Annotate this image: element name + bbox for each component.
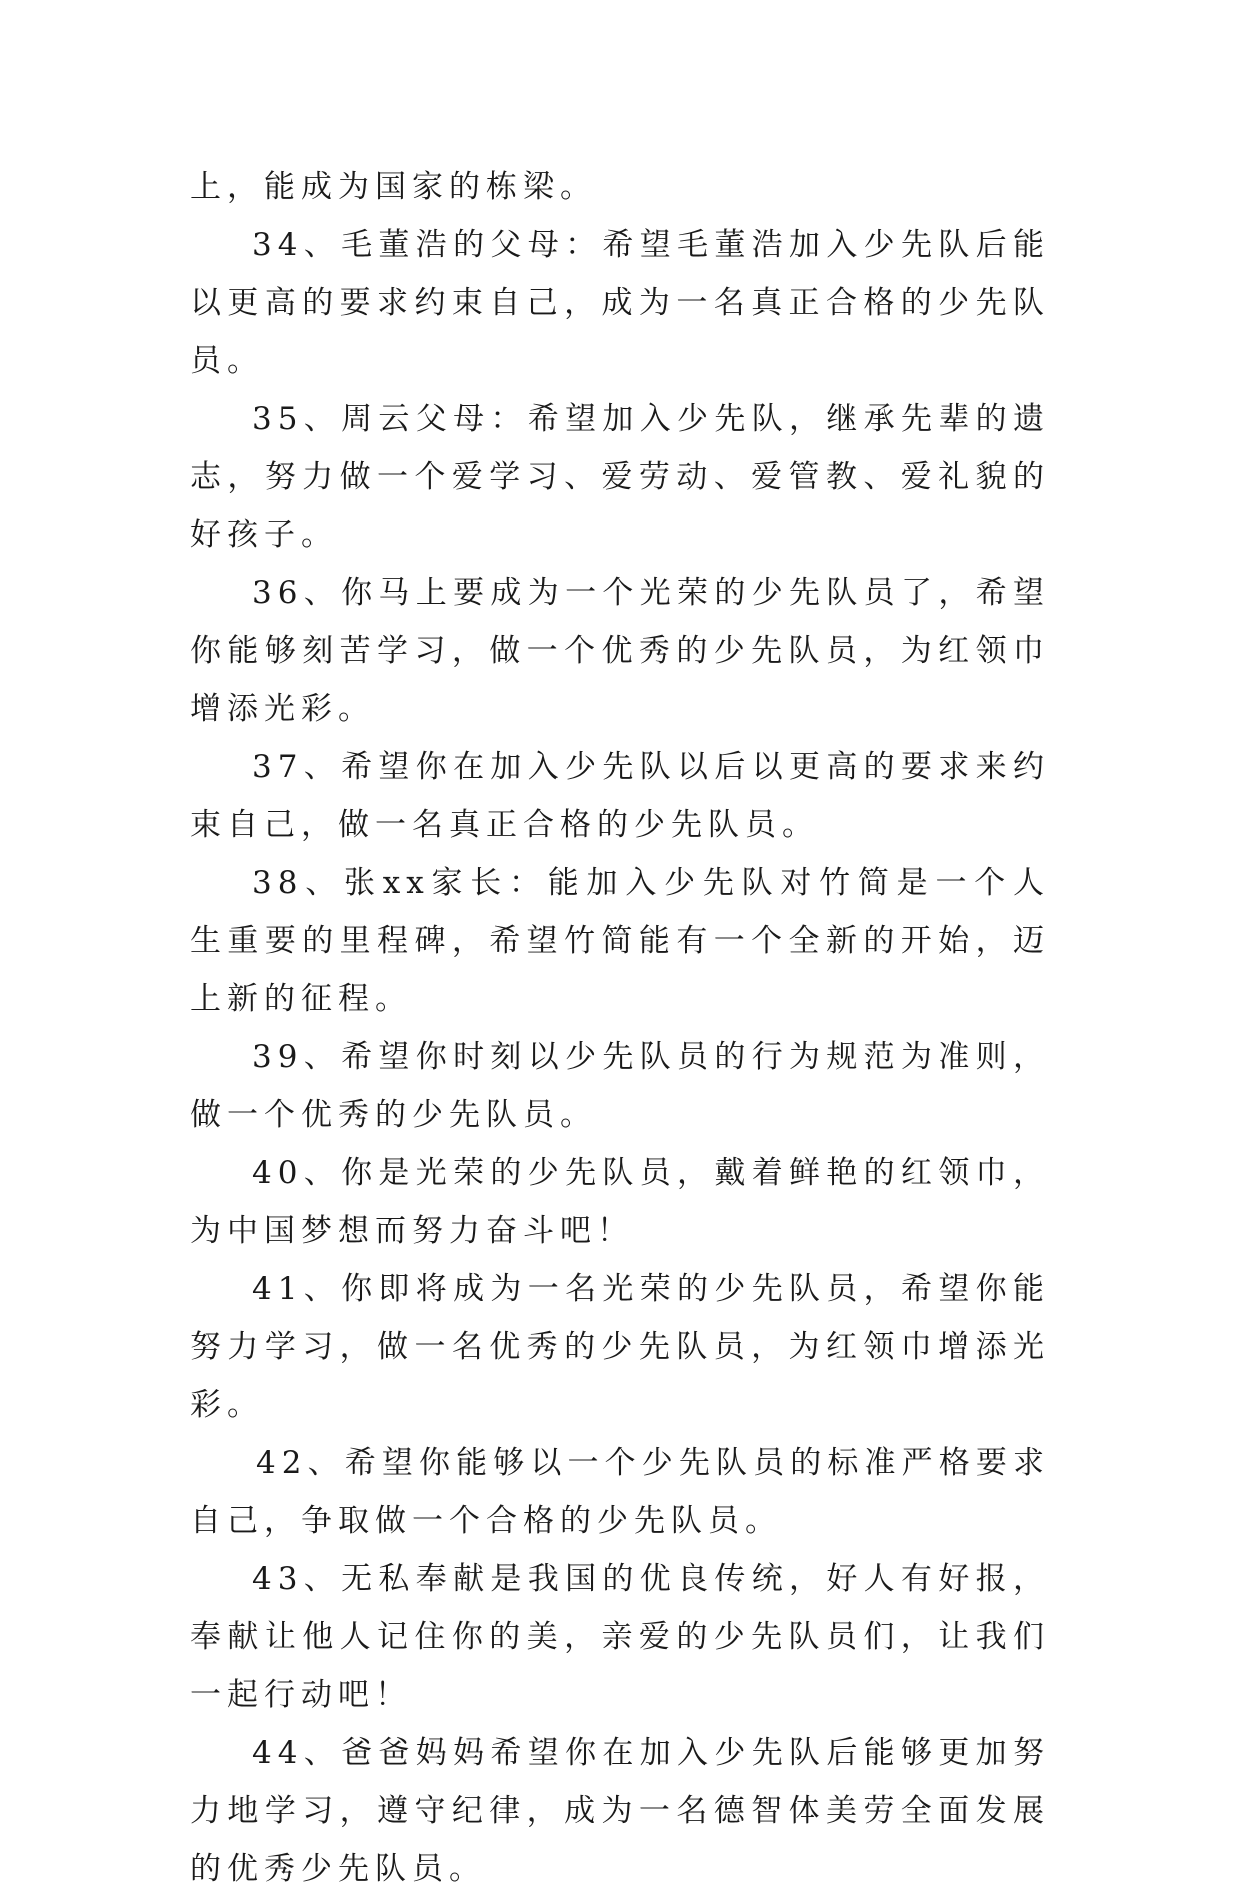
paragraph-39: 39、希望你时刻以少先队员的行为规范为准则，做一个优秀的少先队员。 <box>190 1039 1050 1133</box>
paragraph-38: 38、张xx家长：能加入少先队对竹简是一个人生重要的里程碑，希望竹简能有一个全新的开始，迈上新的征程。 <box>190 865 1050 1017</box>
document-body <box>190 158 1050 1898</box>
paragraph-33-continuation: 上，能成为国家的栋梁。 <box>190 169 597 205</box>
paragraph-34: 34、毛董浩的父母：希望毛董浩加入少先队后能以更高的要求约束自己，成为一名真正合格的少先队员。 <box>190 227 1050 379</box>
paragraph-35: 35、周云父母：希望加入少先队，继承先辈的遗志，努力做一个爱学习、爱劳动、爱管教、爱礼貌的好孩子。 <box>190 401 1050 553</box>
paragraph-43: 43、无私奉献是我国的优良传统，好人有好报，奉献让他人记住你的美，亲爱的少先队员们，让我们一起行动吧！ <box>190 1561 1050 1713</box>
paragraph-36: 36、你马上要成为一个光荣的少先队员了，希望你能够刻苦学习，做一个优秀的少先队员，为红领巾增添光彩。 <box>190 575 1050 727</box>
paragraph-41: 41、你即将成为一名光荣的少先队员，希望你能努力学习，做一名优秀的少先队员，为红领巾增添光彩。 <box>190 1271 1050 1423</box>
paragraph-42: 42、希望你能够以一个少先队员的标准严格要求自己，争取做一个合格的少先队员。 <box>190 1445 1050 1539</box>
paragraph-44: 44、爸爸妈妈希望你在加入少先队后能够更加努力地学习，遵守纪律，成为一名德智体美劳全面发展的优秀少先队员。 <box>190 1735 1050 1887</box>
paragraph-37: 37、希望你在加入少先队以后以更高的要求来约束自己，做一名真正合格的少先队员。 <box>190 749 1050 843</box>
paragraph-40: 40、你是光荣的少先队员，戴着鲜艳的红领巾，为中国梦想而努力奋斗吧！ <box>190 1155 1050 1249</box>
